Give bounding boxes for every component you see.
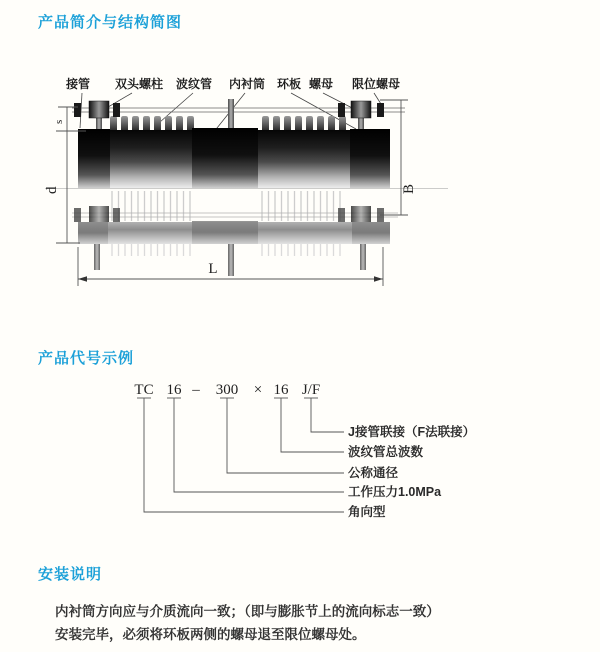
product-code-diagram [128, 378, 478, 526]
svg-text:d: d [44, 186, 60, 194]
label-huanban: 环板 [276, 77, 302, 91]
part-labels [65, 76, 400, 91]
legend-type: 角向型 [348, 505, 386, 519]
svg-text:B: B [401, 183, 417, 194]
bottom-rib-lines-upper [112, 191, 340, 221]
section-title-product-code: 产品代号示例 [38, 350, 135, 367]
legend-waves: 波纹管总波数 [348, 445, 424, 459]
install-notes [55, 600, 555, 646]
dimension-d [44, 131, 80, 243]
section-title-product-intro: 产品简介与结构简图 [38, 14, 183, 31]
bottom-rod [72, 213, 398, 217]
bottom-rod-nuts [74, 206, 384, 223]
label-jieguan: 接管 [65, 77, 91, 91]
code-dash: – [192, 382, 200, 398]
code-times: × [253, 382, 263, 398]
svg-text:L: L [208, 261, 218, 277]
legend-joint-type: J接管联接（F法联接） [348, 425, 476, 439]
label-luomu: 螺母 [308, 77, 334, 91]
bottom-rib-lines-lower [112, 244, 340, 256]
install-note-line1: 内衬筒方向应与介质流向一致；（即与膨胀节上的流向标志一致） [55, 604, 440, 619]
expansion-joint-diagram [30, 60, 465, 310]
code-legend [348, 424, 475, 519]
svg-text:s: s [53, 119, 65, 124]
legend-diameter: 公称通径 [348, 466, 399, 480]
code-part-joint: J/F [301, 382, 321, 398]
code-connectors [137, 398, 344, 512]
code-part-waves: 16 [273, 382, 289, 398]
section-title-install: 安装说明 [38, 566, 103, 583]
joint-body [78, 128, 390, 188]
install-note-line2: 安装完毕，必须将环板两侧的螺母退至限位螺母处。 [55, 627, 366, 642]
code-part-type: TC [134, 382, 154, 398]
bottom-studs [94, 244, 366, 276]
code-part-pressure: 16 [166, 382, 182, 398]
bottom-body [78, 221, 390, 244]
code-part-diameter: 300 [215, 382, 239, 398]
label-xianwei-luomu: 限位螺母 [351, 77, 401, 91]
label-neichentong: 内衬筒 [228, 77, 266, 91]
label-bowenguan: 波纹管 [175, 77, 213, 91]
code-parts [134, 382, 320, 398]
label-shuangtou: 双头螺柱 [114, 77, 164, 91]
legend-pressure: 工作压力1.0MPa [348, 485, 442, 499]
